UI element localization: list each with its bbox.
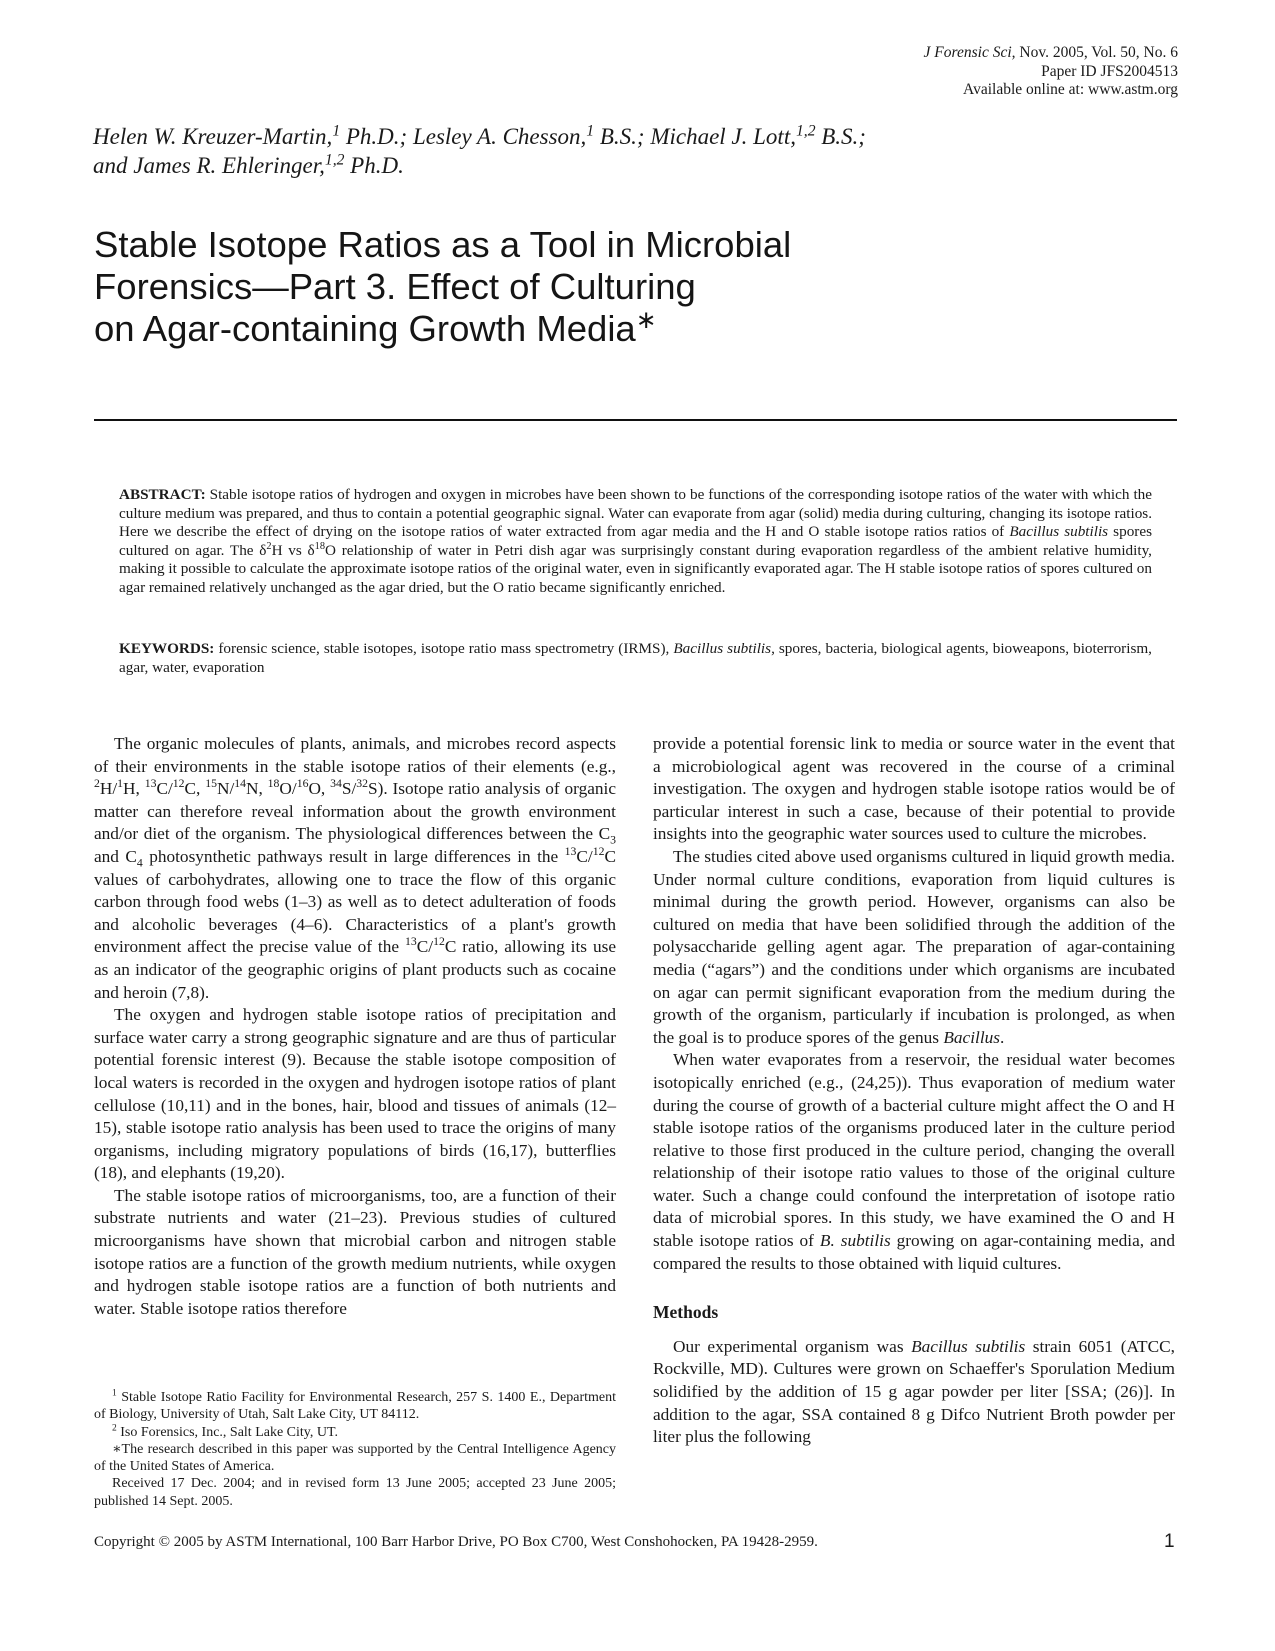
text-run: Our experimental organism was — [673, 1336, 912, 1356]
abstract-text: H vs δ — [271, 541, 315, 559]
page-number: 1 — [1164, 1531, 1175, 1552]
keywords-text: , spores, bacteria, biological agents, bioweapons, bioterrorism, agar, water, evaporation — [119, 640, 1152, 676]
text-run: S). Isotope ratio analysis of organic matter can therefore reveal information about the growth environment and/or diet of the organism. The physiological differences between the C — [94, 779, 617, 844]
section-heading-methods: Methods — [653, 1302, 719, 1323]
author-name: and James R. Ehleringer, — [93, 153, 325, 178]
footnote-mark: 2 — [112, 1422, 117, 1433]
body-paragraph — [653, 1049, 1175, 1275]
text-run: strain 6051 (ATCC, Rockville, MD). Cultures were grown on Schaeffer's Sporulation Medium solidified by the addition of 15 g agar powder per liter [SSA; (26)]. In addition to the agar, SSA contained 8 g Difco Nutrient Broth powder per liter plus the following — [653, 1336, 1175, 1447]
text-run: O/ — [279, 779, 297, 799]
author-degree: B.S.; — [815, 124, 866, 149]
isotope-mass: 12 — [592, 845, 605, 859]
author-degree: Ph.D. — [344, 153, 404, 178]
abstract-text: spores cultured on agar. The δ — [119, 523, 1152, 559]
title-divider — [94, 419, 1177, 421]
isotope-mass: 13 — [405, 935, 417, 949]
text-run: C/ — [416, 937, 434, 957]
abstract-label: ABSTRACT: — [119, 486, 206, 503]
isotope-mass: 1 — [117, 777, 124, 791]
paper-id: Paper ID JFS2004513 — [1041, 62, 1178, 80]
isotope-mass: 15 — [205, 777, 217, 791]
affiliation-mark: 1 — [332, 122, 341, 140]
copyright-footer: Copyright © 2005 by ASTM International, 100 Barr Harbor Drive, PO Box C700, West Conshohocken, PA 19428-2959. — [94, 1534, 818, 1550]
genus-name: Bacillus — [943, 1027, 1000, 1047]
footnote: ∗The research described in this paper was supported by the Central Intelligence Agency of the United States of America. — [94, 1441, 616, 1475]
title-line: on Agar-containing Growth Media — [94, 308, 636, 349]
species-name: Bacillus subtilis — [911, 1336, 1026, 1356]
text-run: N/ — [216, 779, 235, 799]
text-run: When water evaporates from a reservoir, the residual water becomes isotopically enriched (e.g., (24,25)). Thus evaporation of medium water during the course of growth of a bacterial culture might affect the O and H stable isotope ratios of the organisms produced later in the culture period relative to those first produced in the culture period, changing the overall relationship of their isotope ratio values to those of the original culture water. Such a change could confound the interpretation of isotope ratio data of microbial spores. In this study, we have examined the O and H stable isotope ratios of — [653, 1050, 1175, 1251]
isotope-mass: 2 — [94, 777, 100, 791]
text-run: photosynthetic pathways result in large differences in the — [142, 846, 565, 866]
availability-note: Available online at: www.astm.org — [963, 81, 1178, 98]
carbon-pathway-subscript: 3 — [610, 833, 616, 847]
isotope-mass: 12 — [172, 777, 185, 791]
author-name: Lesley A. Chesson, — [412, 124, 587, 149]
body-paragraph: The oxygen and hydrogen stable isotope ratios of precipitation and surface water carry a strong geographic signature and are thus of particular potential forensic interest (9). Because the stable isotope composition of local waters is recorded in the oxygen and hydrogen isotope ratios of plant cellulose (10,11) and in the bones, hair, blood and tissues of animals (12–15), stable isotope ratio analysis has been used to trace the origins of many organisms, including migratory populations of birds (16,17), butterflies (18), and elephants (19,20). — [94, 1005, 616, 1183]
footnote-text: Stable Isotope Ratio Facility for Environmental Research, 257 S. 1400 E., Department of Biology, University of Utah, Salt Lake City, UT 84112. — [94, 1390, 616, 1423]
footnote — [94, 1389, 616, 1424]
isotope-mass: 32 — [356, 777, 369, 791]
text-run: The organic molecules of plants, animals, and microbes record aspects of their environments in the stable isotope ratios of their elements (e.g., — [94, 734, 616, 776]
body-paragraph: The stable isotope ratios of microorganisms, too, are a function of their substrate nutrients and water (21–23). Previous studies of cultured microorganisms have shown that microbial carbon and nitrogen stable isotope ratios are a function of the growth medium nutrients, while oxygen and hydrogen stable isotope ratios are a function of both nutrients and water. Stable isotope ratios therefore — [94, 1185, 616, 1318]
text-run: C/ — [576, 846, 593, 866]
body-paragraph — [94, 733, 616, 1004]
text-run: C ratio, allowing its use as an indicator of the geographic origins of plant products such as cocaine and heroin (7,8). — [94, 937, 616, 1002]
text-run: and C — [94, 846, 137, 866]
text-run: C values of carbohydrates, allowing one to trace the flow of this organic carbon through food webs (1–3) as well as to detect adulteration of foods and alcoholic beverages (4–6). Characteristics of a plant's growth environment affect the precise value of the — [94, 846, 616, 957]
text-run: H/ — [99, 779, 118, 799]
text-run: . — [1000, 1027, 1005, 1047]
keywords-text: forensic science, stable isotopes, isotope ratio mass spectrometry (IRMS), — [214, 640, 674, 657]
journal-header — [924, 44, 1178, 100]
body-paragraph: provide a potential forensic link to media or source water in the event that a microbiological agent was recovered in the course of a criminal investigation. The oxygen and hydrogen stable isotope ratios would be of particular interest in such a case, because of their potential to provide insights into the geographic water sources used to culture the microbes. — [653, 734, 1175, 844]
keywords — [119, 640, 1152, 677]
footnote-text: Iso Forensics, Inc., Salt Lake City, UT. — [116, 1424, 339, 1440]
paper-title — [94, 224, 854, 350]
text-run: growing on agar-containing media, and compared the results to those obtained with liquid cultures. — [653, 1231, 1175, 1273]
abstract — [119, 486, 1152, 598]
affiliation-mark: 1,2 — [324, 151, 345, 169]
author-degree: Ph.D.; — [340, 124, 413, 149]
title-line: Forensics—Part 3. Effect of Culturing — [94, 266, 696, 307]
isotope-mass: 34 — [330, 777, 342, 791]
text-run: The studies cited above used organisms cultured in liquid growth media. Under normal culture conditions, evaporation from liquid cultures is minimal during the growth period. However, organisms can also be cultured on media that have been solidified through the addition of the polysaccharide gelling agent agar. The preparation of agar-containing media (“agars”) and the conditions under which organisms are incubated on agar can permit significant evaporation from the medium during the growth of the organism, particularly if incubation is prolonged, as when the goal is to produce spores of the genus — [653, 846, 1175, 1047]
isotope-mass: 14 — [234, 777, 246, 791]
body-column-right — [653, 733, 1175, 1449]
isotope-mass: 18 — [314, 540, 325, 552]
body-paragraph — [653, 1336, 1175, 1449]
author-degree: B.S.; — [594, 124, 651, 149]
isotope-mass: 13 — [564, 845, 577, 859]
body-paragraph — [653, 846, 1175, 1049]
footnotes — [94, 1389, 616, 1510]
footnote-mark: 1 — [112, 1388, 117, 1399]
abstract-text: O relationship of water in Petri dish agar was surprisingly constant during evaporation regardless of the ambient relative humidity, making it possible to calculate the approximate isotope ratios of the original water, even in significantly evaporated agar. The H stable isotope ratios of spores cultured on agar remained relatively unchanged as the agar dried, but the O ratio became significantly enriched. — [119, 541, 1152, 596]
footnote: Received 17 Dec. 2004; and in revised form 13 June 2005; accepted 23 June 2005; published 14 Sept. 2005. — [94, 1476, 616, 1509]
author-name: Michael J. Lott, — [650, 124, 796, 149]
isotope-mass: 13 — [144, 777, 157, 791]
body-column-left — [94, 733, 616, 1320]
species-name: Bacillus subtilis — [1009, 523, 1109, 541]
title-footnote-mark: ∗ — [635, 306, 657, 334]
text-run: N, — [246, 779, 268, 799]
journal-name: J Forensic Sci, — [923, 44, 1016, 61]
author-name: Helen W. Kreuzer-Martin, — [93, 124, 333, 149]
isotope-mass: 12 — [433, 935, 445, 949]
text-run: H, — [123, 779, 145, 799]
footnote — [94, 1424, 616, 1441]
isotope-mass: 18 — [267, 777, 280, 791]
keywords-label: KEYWORDS: — [119, 640, 215, 657]
journal-citation — [924, 44, 1178, 63]
affiliation-mark: 1,2 — [795, 122, 816, 140]
author-list — [93, 122, 953, 180]
journal-issue: Nov. 2005, Vol. 50, No. 6 — [1015, 44, 1178, 61]
isotope-mass: 2 — [266, 540, 272, 552]
title-line: Stable Isotope Ratios as a Tool in Microbial — [94, 224, 792, 265]
affiliation-mark: 1 — [586, 122, 595, 140]
species-name: Bacillus subtilis — [673, 640, 772, 657]
isotope-mass: 16 — [296, 777, 309, 791]
text-run: O, — [308, 779, 331, 799]
carbon-pathway-subscript: 4 — [136, 856, 143, 870]
text-run: C, — [184, 779, 206, 799]
text-run: C/ — [156, 779, 173, 799]
text-run: S/ — [341, 779, 357, 799]
species-name: B. subtilis — [819, 1231, 891, 1251]
abstract-text: Stable isotope ratios of hydrogen and oxygen in microbes have been shown to be functions of the corresponding isotope ratios of the water with which the culture medium was prepared, and thus to contain a potential geographic signal. Water can evaporate from agar (solid) media during culturing, changing its isotope ratios. Here we describe the effect of drying on the isotope ratios of water extracted from agar media and the H and O stable isotope ratios ratios of — [119, 486, 1152, 541]
